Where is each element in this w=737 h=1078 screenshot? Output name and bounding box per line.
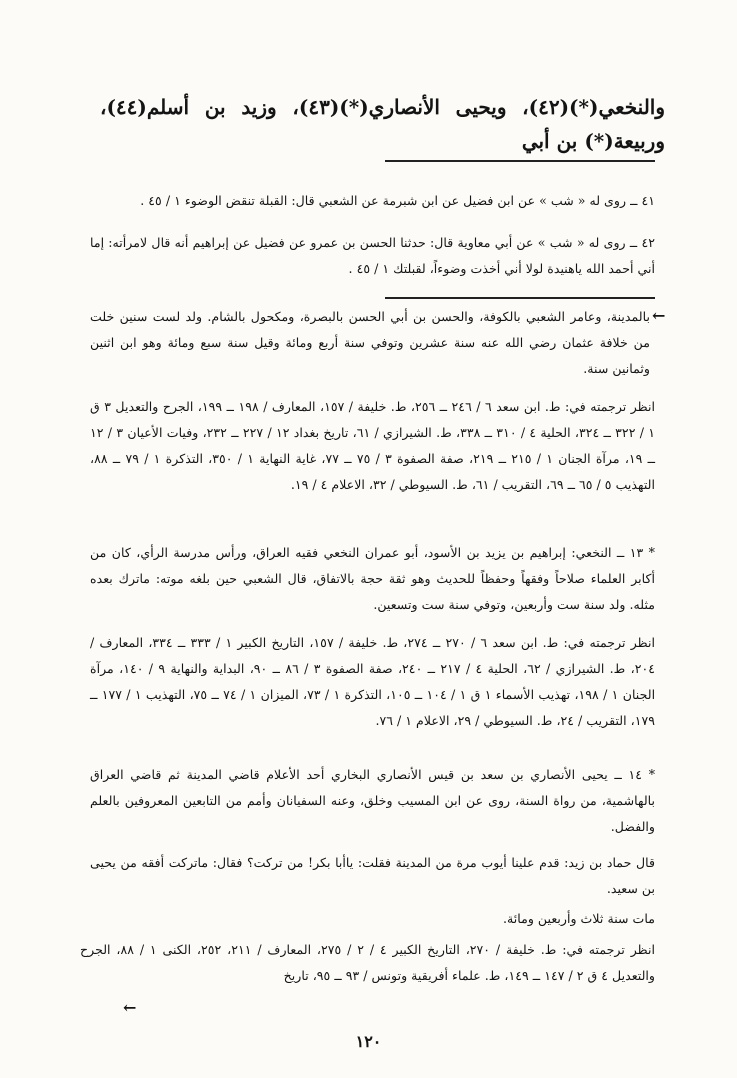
bio-nakhai: * ١٣ ــ النخعي: إبراهيم بن يزيد بن الأسود، أبو عمران النخعي فقيه العراق، ورأس مدرسة الرأي، كان من أكابر العلماء صلاحاً وفقهاً وحفظاً للحديث وهو ثقة حجة بالاتفاق، قال الشعبي حين بلغه موته: ماترك بعده مثله. ولد سنة ست وأربعين، وتوفي سنة ست وتسعين. — [90, 545, 655, 612]
commentary-separator — [385, 297, 655, 299]
footnote-42: ٤٢ ــ روى له « شب » عن أبي معاوية قال: حدثنا الحسن بن عمرو عن فضيل عن إبراهيم أنه قال لامرأته: إما أني أحمد الله ياهنيدة لولا أني أخذت وضوءاً، لقبلتك ١ / ٤٥ . — [90, 235, 655, 276]
continuation-paragraph: بالمدينة، وعامر الشعبي بالكوفة، والحسن بن أبي الحسن بالبصرة، ومكحول بالشام. ولد لست سنين خلت من خلافة عثمان رضي الله عنه سنة عشرين وتوفي سنة أربع ومائة وقيل سنة سبع ومائة وهو ابن اثنين وثمانين سنة. — [90, 309, 650, 376]
sources-yahya: انظر ترجمته في: ط. خليفة / ٢٧٠، التاريخ الكبير ٤ / ٢ / ٢٧٥، المعارف / ٢١١، ٢٥٢، الكنى ١ / ٨٨، الجرح والتعديل ٤ ق ٢ / ١٤٧ ــ ١٤٩، ط. علماء أفريقية وتونس / ٩٣ ــ ٩٥، تاريخ — [80, 942, 655, 983]
page-number: ١٢٠ — [355, 1032, 382, 1051]
death-yahya: مات سنة ثلاث وأربعين ومائة. — [503, 911, 655, 926]
sources-shabi: انظر ترجمته في: ط. ابن سعد ٦ / ٢٤٦ ــ ٢٥٦، ط. خليفة / ١٥٧، المعارف / ١٩٨ ــ ١٩٩، الجرح والتعديل ٣ ق ١ / ٣٢٢ ــ ٣٢٤، الحلية ٤ / ٣١٠ ــ ٣٣٨، ط. الشيرازي / ٦١، تاريخ بغداد ١٢ / ٢٢٧ ــ ٢٣٢، وفيات الأعيان ٣ / ١٢ ــ ١٩، مرآة الجنان ١ / ٢١٥ ــ ٢١٩، صفة الصفوة ٣ / ٧٥ ــ ٧٧، غاية النهاية ١ / ٣٥٠، التذكرة ١ / ٧٩ ــ ٨٨، التهذيب ٥ / ٦٥ ــ ٦٩، التقريب / ٦١، ط. السيوطي / ٣٢، الاعلام ٤ / ١٩. — [90, 399, 656, 492]
quote-hammad: قال حماد بن زيد: قدم علينا أيوب مرة من المدينة فقلت: ياأبا بكر! من تركت؟ فقال: ماتركت أفقه من يحيى بن سعيد. — [90, 855, 655, 896]
main-text-line: والنخعي(*)(٤٢)، ويحيى الأنصاري(*)(٤٣)، وزيد بن أسلم(٤٤)، وربيعة(*) بن أبي — [100, 95, 666, 153]
continued-from-arrow-icon: ← — [652, 306, 666, 325]
footnote-41: ٤١ ــ روى له « شب » عن ابن فضيل عن ابن شبرمة عن الشعبي قال: القبلة تنقض الوضوء ١ / ٤٥ . — [140, 193, 655, 208]
sources-nakhai: انظر ترجمته في: ط. ابن سعد ٦ / ٢٧٠ ــ ٢٧٤، ط. خليفة / ١٥٧، التاريخ الكبير ١ / ٣٣٣ ــ ٣٣٤، المعارف / ٢٠٤، ط. الشيرازي / ٦٢، الحلية ٤ / ٢١٧ ــ ٢٤٠، صفة الصفوة ٣ / ٨٦ ــ ٩٠، البداية والنهاية ٩ / ١٤٠، مرآة الجنان ١ / ١٩٨، تهذيب الأسماء ١ ق ١ / ١٠٤ ــ ١٠٥، التذكرة ١ / ٧٣، الميزان ١ / ٧٤ ــ ٧٥، التهذيب ١ / ١٧٧ ــ ١٧٩، التقريب / ٢٤، ط. السيوطي / ٢٩، الاعلام ١ / ٧٦. — [90, 635, 656, 728]
bio-yahya: * ١٤ ــ يحيى الأنصاري بن سعد بن قيس الأنصاري البخاري أحد الأعلام قاضي المدينة ثم قاضي العراق بالهاشمية، من رواة السنة، روى عن ابن المسيب وخلق، وعنه السفيانان وأمم من التابعين المعروفين بالعلم والفضل. — [90, 767, 655, 834]
continued-next-arrow-icon: ← — [123, 998, 137, 1017]
footnote-separator — [385, 160, 655, 162]
